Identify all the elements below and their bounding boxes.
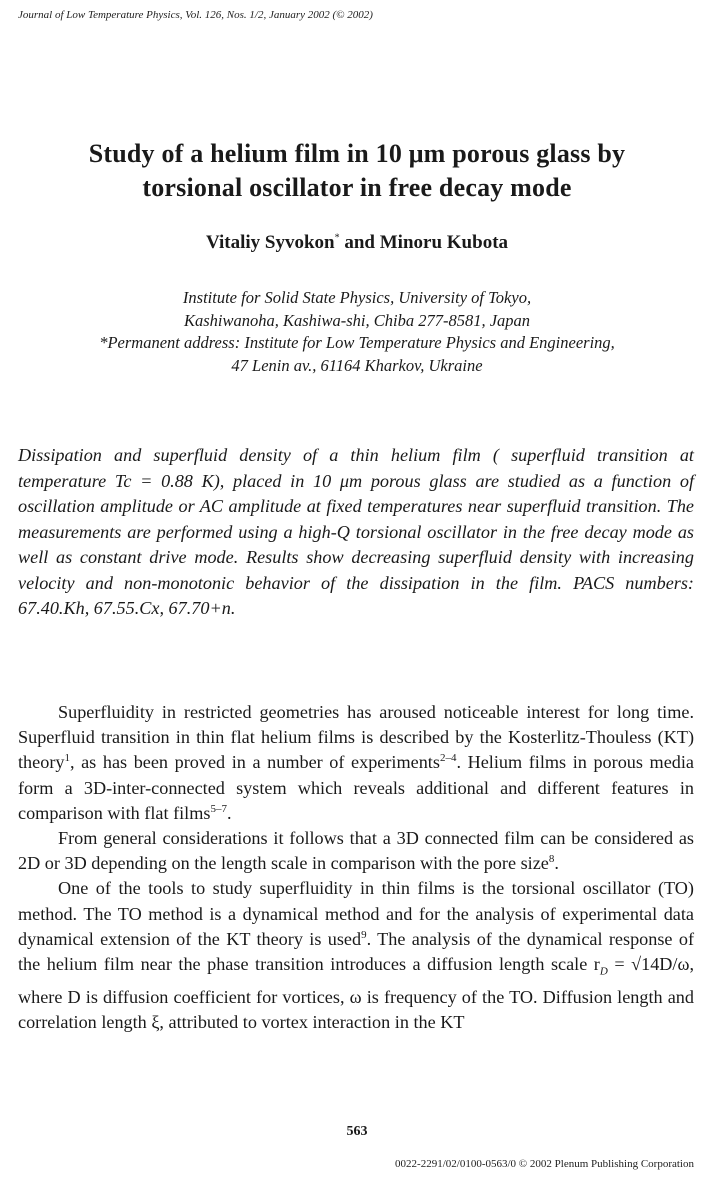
affiliation-line-4: 47 Lenin av., 61164 Kharkov, Ukraine: [231, 355, 483, 375]
affiliation-block: [0, 287, 714, 377]
affiliation-line-3: *Permanent address: Institute for Low Temperature Physics and Engineering,: [99, 333, 615, 352]
paragraph-1-text-c: . Helium films in porous media form a 3D-inter-connected system which reveals additional and different features in comparison with flat films: [18, 752, 695, 823]
paper-title: [0, 137, 714, 205]
subscript: D: [599, 965, 608, 978]
paragraph-3: [18, 876, 694, 1035]
abstract: Dissipation and superfluid density of a thin helium film ( superfluid transition at temperature Tc = 0.88 K), placed in 10 μm porous glass are studied as a function of oscillation amplitude or AC amplitude at fixed temperatures near superfluid transition. The measurements are performed using a high-Q torsional oscillator in the free decay mode as well as constant drive mode. Results show decreasing superfluid density with increasing velocity and non-monotonic behavior of the dissipation in the film. PACS numbers: 67.40.Kh, 67.55.Cx, 67.70+n.: [18, 445, 694, 618]
paragraph-1: [18, 700, 694, 826]
title-line-1: Study of a helium film in 10 μm porous glass by: [88, 139, 626, 168]
affiliation-line-1: Institute for Solid State Physics, University of Tokyo,: [182, 288, 532, 307]
affiliation-line-2: Kashiwanoha, Kashiwa-shi, Chiba 277-8581, Japan: [183, 310, 531, 330]
paragraph-2-text-b: .: [554, 853, 559, 874]
author-list: [0, 232, 714, 254]
citation-ref: 2–4: [439, 752, 457, 765]
page-number: 563: [346, 1124, 368, 1139]
paragraph-1-text-b: , as has been proved in a number of experiments: [69, 752, 440, 773]
author-1: Vitaliy Syvokon: [205, 232, 335, 253]
citation-ref: 1: [64, 752, 70, 765]
body-text: [18, 700, 694, 1035]
author-2: Minoru Kubota: [379, 232, 509, 253]
paragraph-3-text-c: = √14D/ω, where D is diffusion coefficient for vortices, ω is frequency of the TO. Diffusion length and correlation length ξ, attributed to vortex interaction in the KT: [18, 954, 694, 1033]
journal-header: Journal of Low Temperature Physics, Vol. 126, Nos. 1/2, January 2002 (© 2002): [18, 9, 373, 21]
paragraph-2-text-a: From general considerations it follows that a 3D connected film can be considered as 2D or 3D depending on the length scale in comparison with the pore size: [18, 828, 694, 874]
author-conjunction: and: [339, 232, 380, 253]
paragraph-3-text-b: . The analysis of the dynamical response of the helium film near the phase transition introduces a diffusion length scale r: [18, 928, 694, 975]
citation-ref: 8: [548, 853, 555, 866]
paragraph-2: [18, 826, 694, 876]
copyright-line: 0022-2291/02/0100-0563/0 © 2002 Plenum Publishing Corporation: [395, 1158, 694, 1170]
paragraph-1-text-d: .: [226, 802, 232, 823]
citation-ref: 9: [361, 928, 367, 941]
paragraph-3-text-a: One of the tools to study superfluidity in thin films is the torsional oscillator (TO) method. The TO method is a dynamical method and for the analysis of experimental data dynamical extension of the KT theory is used: [18, 878, 694, 949]
paragraph-1-text-a: Superfluidity in restricted geometries has aroused noticeable interest for long time. Superfluid transition in thin flat helium films is described by the Kosterlitz-Thouless (KT) theory: [18, 702, 694, 773]
author-1-mark: *: [334, 232, 340, 244]
title-line-2: torsional oscillator in free decay mode: [142, 173, 572, 202]
citation-ref: 5–7: [210, 802, 227, 815]
